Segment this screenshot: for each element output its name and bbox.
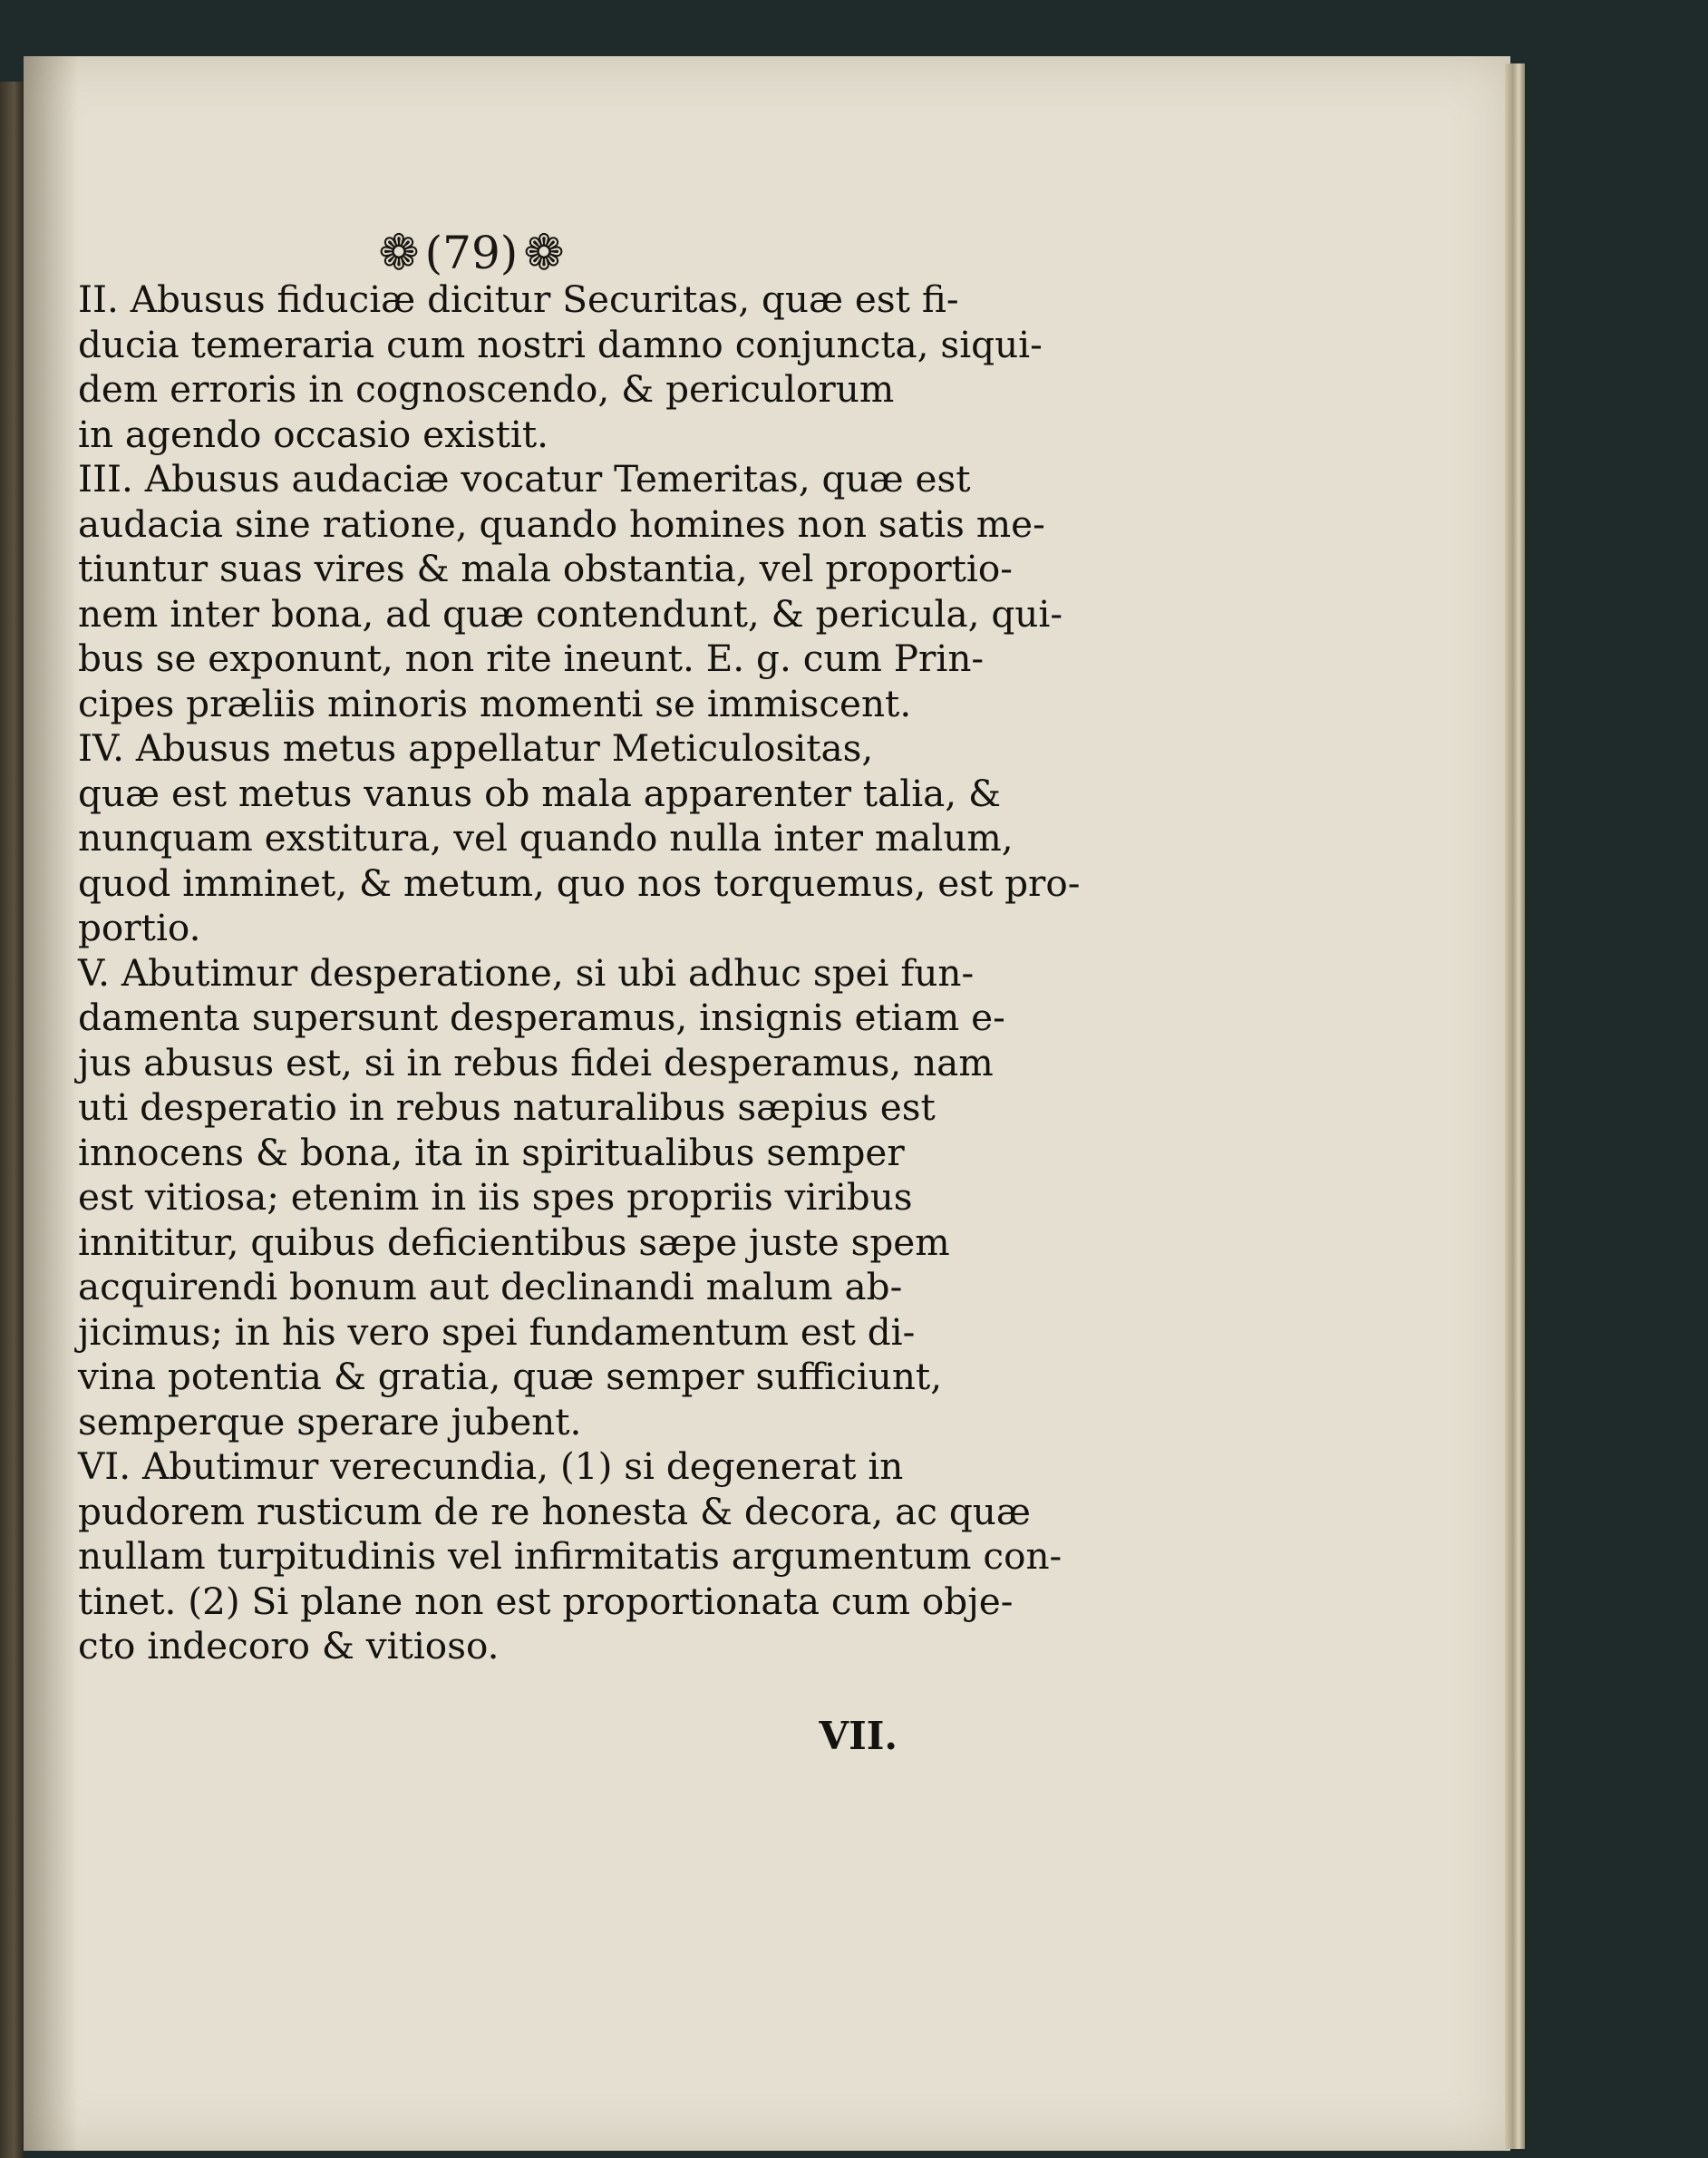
text-line: acquirendi bonum aut declinandi malum ab-: [78, 1265, 903, 1308]
text-line: bus se exponunt, non rite ineunt. E. g. cum Prin-: [78, 637, 985, 680]
text-line: quod imminet, & metum, quo nos torquemus, est pro-: [78, 860, 1081, 905]
text-line: vina potentia & gratia, quæ semper sufficiunt,: [78, 1355, 943, 1398]
text-line: VI. Abutimur verecundia, (1) si degenerat in: [78, 1444, 904, 1488]
text-line: ducia temeraria cum nostri damno conjuncta, siqui-: [78, 322, 1043, 366]
right-page-edges: [1505, 63, 1525, 2149]
text-line: V. Abutimur desperatione, si ubi adhuc spei fun-: [78, 950, 975, 995]
text-line: nullam turpitudinis vel infirmitatis argumentum con-: [78, 1534, 1063, 1578]
text-line: tiuntur suas vires & mala obstantia, vel proportio-: [78, 547, 1013, 590]
text-line: portio.: [78, 906, 201, 949]
ornament-right-icon: ❁: [523, 224, 565, 281]
text-line: III. Abusus audaciæ vocatur Temeritas, quæ est: [78, 457, 971, 501]
text-line: cipes præliis minoris momenti se immiscent.: [78, 681, 912, 725]
text-line: cto indecoro & vitioso.: [78, 1624, 500, 1667]
body-text: [78, 277, 1081, 1669]
catchword: VII.: [819, 1714, 898, 1758]
text-line: nunquam exstitura, vel quando nulla inter malum,: [78, 816, 1014, 860]
text-line: semperque sperare jubent.: [78, 1399, 582, 1444]
page-header: [345, 221, 598, 285]
page-number: (79): [424, 227, 519, 279]
text-line: II. Abusus fiduciæ dicitur Securitas, quæ est fi-: [78, 277, 959, 321]
text-line: audacia sine ratione, quando homines non satis me-: [78, 501, 1045, 546]
text-line: nem inter bona, ad quæ contendunt, & pericula, qui-: [78, 591, 1063, 636]
text-line: pudorem rusticum de re honesta & decora, ac quæ: [78, 1489, 1031, 1533]
text-line: uti desperatio in rebus naturalibus sæpius est: [78, 1085, 936, 1129]
text-line: innititur, quibus deficientibus sæpe juste spem: [78, 1220, 950, 1264]
page-gutter-shadow: [24, 56, 78, 2151]
text-line: damenta supersunt desperamus, insignis etiam e-: [78, 996, 1005, 1039]
text-line: IV. Abusus metus appellatur Meticulositas,: [78, 726, 874, 770]
text-line: est vitiosa; etenim in iis spes propriis viribus: [78, 1175, 913, 1219]
ornament-left-icon: ❁: [378, 224, 420, 281]
text-line: quæ est metus vanus ob mala apparenter talia, &: [78, 771, 1002, 815]
left-page-edge: [0, 82, 24, 2158]
text-line: dem erroris in cognoscendo, & periculorum: [78, 367, 895, 411]
text-line: in agendo occasio existit.: [78, 412, 549, 456]
text-line: jus abusus est, si in rebus fidei desperamus, nam: [78, 1040, 994, 1084]
text-line: jicimus; in his vero spei fundamentum est di-: [78, 1309, 916, 1354]
text-line: innocens & bona, ita in spiritualibus semper: [78, 1130, 905, 1174]
text-line: tinet. (2) Si plane non est proportionata cum obje-: [78, 1579, 1014, 1623]
